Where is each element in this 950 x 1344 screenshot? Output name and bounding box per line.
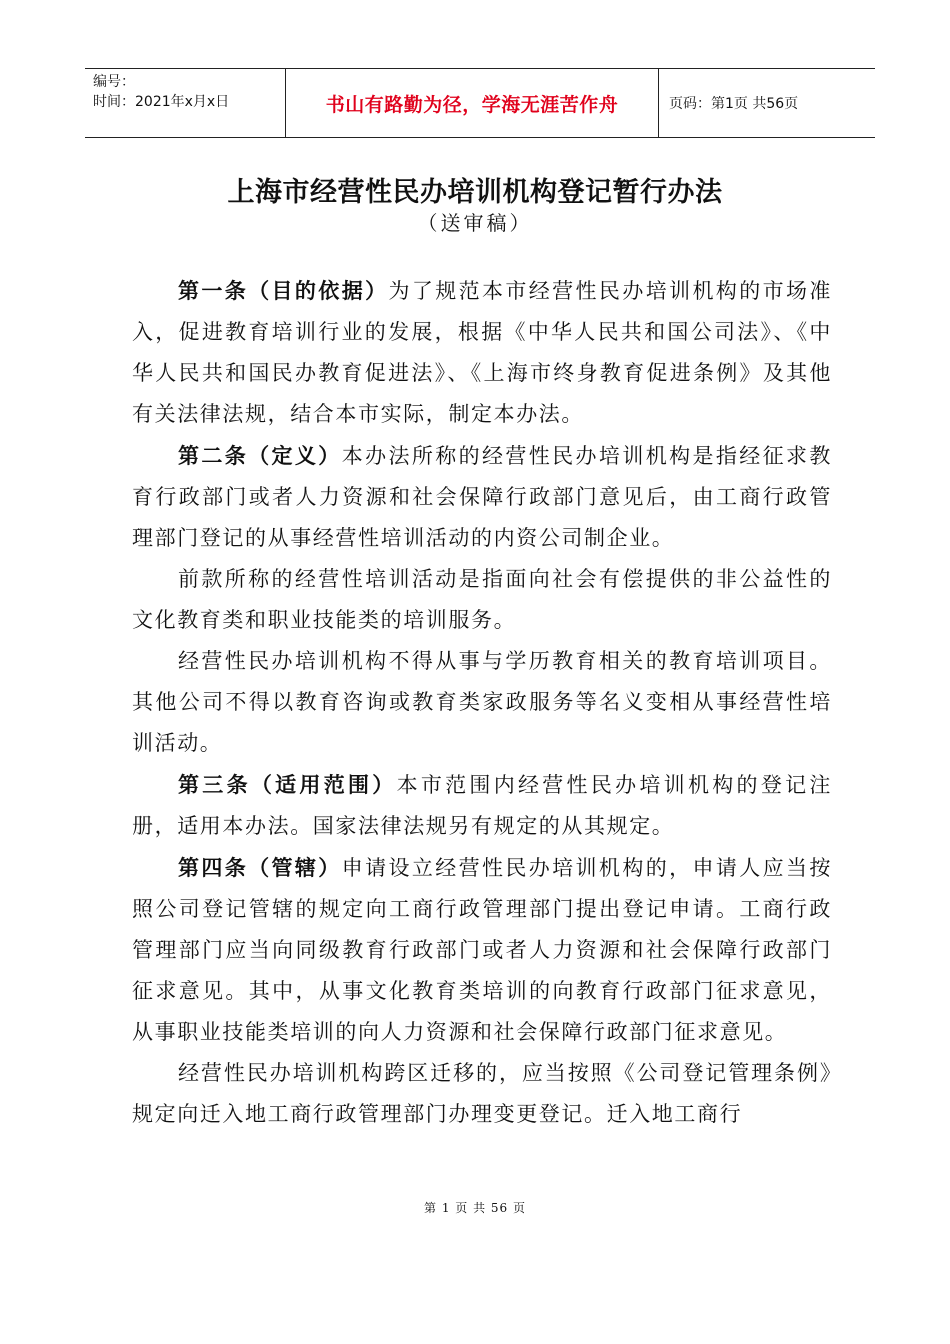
header-page-cell <box>659 69 875 137</box>
paragraph <box>132 847 832 1053</box>
paragraph <box>132 559 832 641</box>
paragraph <box>132 270 832 435</box>
paragraph-text: 经营性民办培训机构不得从事与学历教育相关的教育培训项目。其他公司不得以教育咨询或教育类家政服务等名义变相从事经营性培训活动。 <box>132 649 832 755</box>
header-meta-cell <box>85 69 286 137</box>
time-label: 时间：2021年x月x日 <box>93 94 230 110</box>
paragraph-text: 本办法所称的经营性民办培训机构是指经征求教育行政部门或者人力资源和社会保障行政部门意见后，由工商行政管理部门登记的从事经营性培训活动的内资公司制企业。 <box>132 444 832 550</box>
page-footer: 第 1 页 共 56 页 <box>424 1201 526 1215</box>
paragraph <box>132 1053 832 1135</box>
article-heading: 第四条（管辖） <box>178 855 342 880</box>
paragraph-text: 经营性民办培训机构跨区迁移的，应当按照《公司登记管理条例》规定向迁入地工商行政管理部门办理变更登记。迁入地工商行 <box>132 1061 832 1126</box>
document-body <box>132 270 832 1135</box>
document-subtitle: （送审稿） <box>417 211 533 235</box>
article-heading: 第一条（目的依据） <box>178 278 389 303</box>
article-heading: 第三条（适用范围） <box>178 772 397 797</box>
page-info: 页码：第1页 共56页 <box>669 96 799 112</box>
number-label: 编号： <box>93 74 135 90</box>
paragraph <box>132 435 832 559</box>
paragraph <box>132 641 832 764</box>
header-table <box>85 68 875 138</box>
paragraph <box>132 764 832 847</box>
document-title: 上海市经营性民办培训机构登记暂行办法 <box>227 177 723 208</box>
paragraph-text: 前款所称的经营性培训活动是指面向社会有偿提供的非公益性的文化教育类和职业技能类的培训服务。 <box>132 567 832 632</box>
motto: 书山有路勤为径，学海无涯苦作舟 <box>325 93 619 116</box>
header-motto-cell <box>286 69 659 137</box>
article-heading: 第二条（定义） <box>178 443 342 468</box>
paragraph-text: 本市范围内经营性民办培训机构的登记注册，适用本办法。国家法律法规另有规定的从其规定。 <box>132 773 832 838</box>
paragraph-text: 为了规范本市经营性民办培训机构的市场准入，促进教育培训行业的发展，根据《中华人民共和国公司法》、《中华人民共和国民办教育促进法》、《上海市终身教育促进条例》及其他有关法律法规，结合本市实际，制定本办法。 <box>132 279 832 426</box>
paragraph-text: 申请设立经营性民办培训机构的，申请人应当按照公司登记管辖的规定向工商行政管理部门提出登记申请。工商行政管理部门应当向同级教育行政部门或者人力资源和社会保障行政部门征求意见。其中，从事文化教育类培训的向教育行政部门征求意见，从事职业技能类培训的向人力资源和社会保障行政部门征求意见。 <box>132 856 832 1044</box>
